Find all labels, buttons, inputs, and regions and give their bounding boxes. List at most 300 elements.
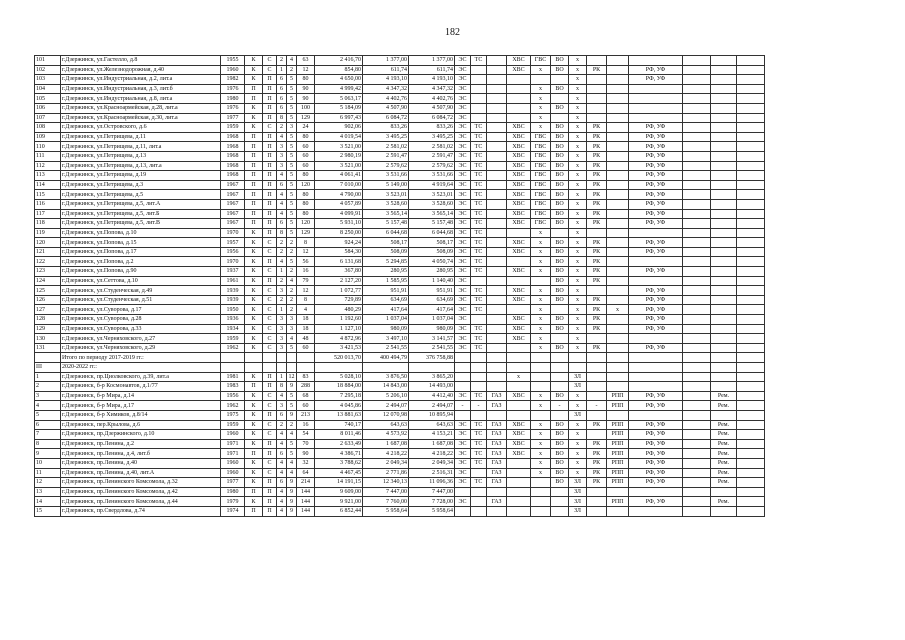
table-cell: 1960	[221, 468, 245, 478]
table-cell: ЭС	[455, 295, 471, 305]
table-cell: П	[263, 372, 277, 382]
table-cell: 2	[287, 305, 297, 315]
table-cell: РФ, УФ	[629, 180, 683, 190]
table-cell: х	[531, 449, 551, 459]
table-cell: 9 921,00	[315, 497, 363, 507]
table-cell	[531, 363, 551, 373]
table-cell	[507, 410, 531, 420]
table-cell: РФ, УФ	[629, 478, 683, 488]
table-cell: ГВС	[531, 161, 551, 171]
table-cell: III	[35, 363, 61, 373]
table-cell	[531, 410, 551, 420]
table-cell: 1	[277, 267, 287, 277]
table-cell: 9	[287, 487, 297, 497]
table-cell: 6	[35, 420, 61, 430]
table-cell: 3 528,60	[363, 199, 409, 209]
table-cell	[607, 334, 629, 344]
table-cell: 101	[35, 56, 61, 66]
table-cell: х	[569, 420, 587, 430]
table-cell: Рем.	[711, 391, 737, 401]
table-cell	[683, 171, 711, 181]
table-cell	[487, 382, 507, 392]
table-cell: г.Дзержинск, ул.Индустриальная, д.3, лит.б	[61, 84, 221, 94]
table-cell	[737, 132, 765, 142]
table-cell: г.Дзержинск, пр.Дзержинского, д.10	[61, 430, 221, 440]
table-cell: ЭС	[455, 161, 471, 171]
table-cell	[487, 267, 507, 277]
table-cell: ТС	[471, 180, 487, 190]
table-cell: РК	[587, 142, 607, 152]
table-cell: РПП	[607, 468, 629, 478]
table-cell: г.Дзержинск, ул.Гастелло, д.8	[61, 56, 221, 66]
table-cell: П	[245, 151, 263, 161]
table-cell	[263, 363, 277, 373]
table-cell	[683, 305, 711, 315]
table-cell: х	[569, 401, 587, 411]
table-cell: П	[263, 487, 277, 497]
table-cell: 5	[287, 142, 297, 152]
table-cell: 104	[35, 84, 61, 94]
table-cell	[711, 113, 737, 123]
table-cell: РФ, УФ	[629, 391, 683, 401]
table-cell: 126	[35, 295, 61, 305]
table-cell: 1959	[221, 420, 245, 430]
table-cell: г.Дзержинск, б-р Химиков, д.8/14	[61, 410, 221, 420]
table-cell	[471, 315, 487, 325]
table-body	[35, 56, 765, 517]
table-cell	[629, 372, 683, 382]
table-cell: х	[569, 190, 587, 200]
table-cell: 4 218,22	[363, 449, 409, 459]
table-cell: 16	[297, 420, 315, 430]
table-cell: П	[263, 151, 277, 161]
table-cell: РФ, УФ	[629, 132, 683, 142]
table-cell	[245, 353, 263, 363]
table-cell	[551, 94, 569, 104]
table-cell: 115	[35, 190, 61, 200]
table-cell	[607, 315, 629, 325]
table-cell: 2	[277, 276, 287, 286]
table-cell: С	[263, 238, 277, 248]
table-cell	[737, 123, 765, 133]
table-cell	[711, 123, 737, 133]
table-cell: 90	[297, 94, 315, 104]
table-cell: С	[263, 267, 277, 277]
table-cell: 4	[277, 487, 287, 497]
table-cell	[607, 132, 629, 142]
table-cell	[737, 305, 765, 315]
table-cell: г.Дзержинск, ул.Индустриальная, д.2, лит.а	[61, 75, 221, 85]
table-cell	[737, 238, 765, 248]
table-cell: РФ, УФ	[629, 324, 683, 334]
table-cell: ХВС	[507, 209, 531, 219]
table-cell: ВО	[551, 439, 569, 449]
table-cell: 1	[277, 65, 287, 75]
table-cell: х	[569, 56, 587, 66]
table-cell: 6	[277, 219, 287, 229]
table-cell: 7 010,00	[315, 180, 363, 190]
table-cell: 2	[287, 420, 297, 430]
table-cell: К	[245, 315, 263, 325]
table-cell: х	[607, 305, 629, 315]
table-cell: 1970	[221, 228, 245, 238]
table-cell: ТС	[471, 247, 487, 257]
table-cell: 5	[287, 151, 297, 161]
table-cell: 1968	[221, 171, 245, 181]
table-cell: х	[569, 94, 587, 104]
table-cell: ЗЛ	[569, 487, 587, 497]
table-cell: К	[245, 286, 263, 296]
table-cell: х	[531, 257, 551, 267]
table-cell: 60	[297, 343, 315, 353]
table-cell: х	[569, 315, 587, 325]
table-cell: ЭС	[455, 458, 471, 468]
table-cell	[683, 209, 711, 219]
table-cell	[455, 506, 471, 516]
table-cell: ГАЗ	[487, 458, 507, 468]
table-cell	[629, 228, 683, 238]
table-cell	[683, 161, 711, 171]
table-cell: 2 771,86	[363, 468, 409, 478]
table-cell: 8 250,00	[315, 228, 363, 238]
table-cell: г.Дзержинск, ул.Студенческая, д.49	[61, 286, 221, 296]
table-cell	[471, 94, 487, 104]
table-row	[35, 372, 765, 382]
table-cell: 4 218,22	[409, 449, 455, 459]
table-cell	[683, 267, 711, 277]
table-cell: 1962	[221, 401, 245, 411]
table-cell: ВО	[551, 267, 569, 277]
table-cell	[711, 334, 737, 344]
table-cell: ГВС	[531, 171, 551, 181]
table-cell: ГВС	[531, 132, 551, 142]
table-cell: ЭС	[455, 324, 471, 334]
table-cell: 2	[287, 295, 297, 305]
table-cell: К	[245, 468, 263, 478]
table-cell: РК	[587, 478, 607, 488]
table-cell: П	[245, 94, 263, 104]
table-cell: 3	[287, 324, 297, 334]
table-cell: 1977	[221, 113, 245, 123]
table-cell	[607, 151, 629, 161]
table-cell: г.Дзержинск, ул.Попова, д.10	[61, 228, 221, 238]
table-cell: РК	[587, 199, 607, 209]
table-cell: К	[245, 420, 263, 430]
table-cell: 376 758,88	[409, 353, 455, 363]
table-cell	[263, 353, 277, 363]
table-cell: П	[245, 449, 263, 459]
table-cell	[531, 382, 551, 392]
table-cell: 833,26	[409, 123, 455, 133]
table-cell	[471, 372, 487, 382]
table-cell: 2	[277, 420, 287, 430]
table-cell: П	[245, 209, 263, 219]
table-cell: 3	[287, 315, 297, 325]
table-cell: 3 565,14	[409, 209, 455, 219]
table-cell: Итого по периоду 2017-2019 гг.:	[61, 353, 221, 363]
table-cell: х	[569, 468, 587, 478]
table-cell: ВО	[551, 190, 569, 200]
table-row	[35, 506, 765, 516]
table-cell: 56	[297, 257, 315, 267]
table-row	[35, 132, 765, 142]
table-cell	[607, 180, 629, 190]
table-cell: 1967	[221, 199, 245, 209]
table-cell: ХВС	[507, 151, 531, 161]
table-cell: 2 980,19	[315, 151, 363, 161]
table-cell: ЭС	[455, 123, 471, 133]
table-cell: П	[263, 228, 277, 238]
table-cell: К	[245, 295, 263, 305]
table-cell: х	[531, 113, 551, 123]
table-cell	[683, 247, 711, 257]
table-cell: 111	[35, 151, 61, 161]
table-cell: РПП	[607, 420, 629, 430]
table-cell: х	[569, 257, 587, 267]
table-cell: ЭС	[455, 94, 471, 104]
table-cell	[471, 468, 487, 478]
table-cell: г.Дзержинск, ул.Индустриальная, д.8, лит.а	[61, 94, 221, 104]
table-cell: П	[263, 142, 277, 152]
table-cell: П	[263, 382, 277, 392]
table-cell: 1 140,40	[409, 276, 455, 286]
table-cell	[507, 84, 531, 94]
table-cell: г.Дзержинск, ул.Красноармейская, д.30, лит.а	[61, 113, 221, 123]
table-cell	[287, 353, 297, 363]
table-cell: ХВС	[507, 267, 531, 277]
table-cell: ХВС	[507, 449, 531, 459]
table-cell: К	[245, 276, 263, 286]
table-cell: 9	[287, 497, 297, 507]
table-cell: РФ, УФ	[629, 123, 683, 133]
table-cell: 120	[297, 180, 315, 190]
table-cell: П	[263, 219, 277, 229]
table-row	[35, 353, 765, 363]
table-cell: г.Дзержинск, ул.Попова, д.2	[61, 257, 221, 267]
table-cell	[683, 430, 711, 440]
table-cell: РФ, УФ	[629, 171, 683, 181]
table-cell: 124	[35, 276, 61, 286]
table-cell: П	[263, 161, 277, 171]
table-cell: ХВС	[507, 334, 531, 344]
table-cell: 854,80	[315, 65, 363, 75]
table-cell: 980,09	[363, 324, 409, 334]
table-cell: 4 347,32	[363, 84, 409, 94]
table-cell	[683, 315, 711, 325]
table-cell	[487, 151, 507, 161]
table-cell: 15	[35, 506, 61, 516]
table-cell: 5	[287, 171, 297, 181]
table-cell: 1 377,00	[409, 56, 455, 66]
table-cell: 2	[277, 56, 287, 66]
table-cell: 634,69	[363, 295, 409, 305]
table-cell	[507, 276, 531, 286]
table-cell	[711, 487, 737, 497]
table-cell	[587, 487, 607, 497]
table-cell: г.Дзержинск, б-р Мира, д.17	[61, 401, 221, 411]
table-cell: 9	[287, 410, 297, 420]
table-cell: 64	[297, 468, 315, 478]
table-cell: 1959	[221, 334, 245, 344]
table-cell	[683, 391, 711, 401]
table-cell: х	[531, 267, 551, 277]
table-cell: П	[263, 257, 277, 267]
table-cell: П	[245, 382, 263, 392]
table-cell	[531, 353, 551, 363]
table-cell: ВО	[551, 324, 569, 334]
table-cell: П	[245, 506, 263, 516]
table-cell: х	[569, 84, 587, 94]
table-cell: х	[569, 219, 587, 229]
table-cell	[683, 363, 711, 373]
table-cell: ВО	[551, 449, 569, 459]
table-cell	[507, 353, 531, 363]
table-cell	[315, 363, 363, 373]
table-cell: г.Дзержинск, ул.Петрищева, д.5	[61, 190, 221, 200]
table-cell: 280,95	[409, 267, 455, 277]
table-cell: РК	[587, 257, 607, 267]
table-cell	[551, 353, 569, 363]
table-cell: 5	[287, 401, 297, 411]
table-cell	[683, 238, 711, 248]
table-cell	[487, 190, 507, 200]
table-cell: ВО	[551, 295, 569, 305]
table-cell: 1983	[221, 382, 245, 392]
table-cell	[737, 487, 765, 497]
table-cell	[487, 295, 507, 305]
table-cell: 129	[297, 113, 315, 123]
table-cell: ЭС	[455, 267, 471, 277]
table-cell: ВО	[551, 238, 569, 248]
table-row	[35, 295, 765, 305]
table-cell: х	[569, 295, 587, 305]
table-cell: 3 531,66	[409, 171, 455, 181]
table-cell: 3 523,01	[409, 190, 455, 200]
table-cell: 3 865,20	[409, 372, 455, 382]
table-cell: РК	[587, 180, 607, 190]
table-row	[35, 238, 765, 248]
table-row	[35, 113, 765, 123]
table-cell: 3	[287, 123, 297, 133]
table-cell	[683, 439, 711, 449]
table-cell: ТС	[471, 449, 487, 459]
table-cell: ТС	[471, 209, 487, 219]
table-cell	[737, 295, 765, 305]
table-cell: 508,17	[409, 238, 455, 248]
table-cell: г.Дзержинск, ул.Петрищева, д.13	[61, 151, 221, 161]
table-cell: ТС	[471, 286, 487, 296]
table-cell: ГАЗ	[487, 449, 507, 459]
table-cell: П	[263, 132, 277, 142]
table-cell: х	[569, 142, 587, 152]
table-cell: ТС	[471, 190, 487, 200]
table-cell: 1960	[221, 458, 245, 468]
table-cell: С	[263, 401, 277, 411]
table-cell: ЭС	[455, 391, 471, 401]
table-cell	[683, 94, 711, 104]
table-cell: ГАЗ	[487, 439, 507, 449]
table-cell	[629, 353, 683, 363]
table-cell: 112	[35, 161, 61, 171]
table-cell: 4 057,89	[315, 199, 363, 209]
table-cell	[711, 180, 737, 190]
table-cell: 417,64	[363, 305, 409, 315]
table-cell: 1976	[221, 84, 245, 94]
table-cell	[737, 363, 765, 373]
table-cell: 4	[287, 468, 297, 478]
table-cell: х	[569, 103, 587, 113]
table-cell: ТС	[471, 420, 487, 430]
table-cell: П	[263, 171, 277, 181]
table-cell	[587, 334, 607, 344]
table-cell: П	[263, 449, 277, 459]
table-cell: 3 788,62	[315, 458, 363, 468]
table-row	[35, 401, 765, 411]
table-cell: С	[263, 430, 277, 440]
table-cell: г.Дзержинск, ул.Петрищева, д.5, лит.В	[61, 219, 221, 229]
table-cell: Рем.	[711, 449, 737, 459]
table-cell: П	[263, 180, 277, 190]
table-cell	[471, 506, 487, 516]
table-cell: РК	[587, 449, 607, 459]
table-cell: 1955	[221, 56, 245, 66]
table-row	[35, 420, 765, 430]
table-cell	[737, 219, 765, 229]
table-cell	[587, 363, 607, 373]
table-cell: 4 019,54	[315, 132, 363, 142]
table-cell	[711, 324, 737, 334]
table-cell: 1980	[221, 94, 245, 104]
table-cell: 740,17	[315, 420, 363, 430]
table-cell: ГВС	[531, 142, 551, 152]
table-cell: х	[531, 94, 551, 104]
table-cell	[587, 103, 607, 113]
table-row	[35, 94, 765, 104]
table-cell: РК	[587, 276, 607, 286]
table-cell	[607, 84, 629, 94]
table-cell: РФ, УФ	[629, 142, 683, 152]
table-cell	[683, 190, 711, 200]
table-cell: 4	[277, 132, 287, 142]
table-cell: ХВС	[507, 238, 531, 248]
table-cell: -	[587, 401, 607, 411]
table-cell: 3	[277, 401, 287, 411]
table-cell	[607, 56, 629, 66]
table-cell: ВО	[551, 151, 569, 161]
table-cell	[487, 228, 507, 238]
table-cell: 3 495,25	[363, 132, 409, 142]
table-cell: ЭС	[455, 113, 471, 123]
table-cell: 2 494,07	[363, 401, 409, 411]
table-row	[35, 257, 765, 267]
table-cell: К	[245, 430, 263, 440]
table-cell: РК	[587, 267, 607, 277]
table-cell: РК	[587, 238, 607, 248]
table-cell: 1950	[221, 305, 245, 315]
table-cell	[507, 228, 531, 238]
table-cell	[607, 219, 629, 229]
table-cell: РФ, УФ	[629, 151, 683, 161]
table-cell	[711, 161, 737, 171]
table-cell: 1961	[221, 276, 245, 286]
table-cell	[711, 84, 737, 94]
table-cell: х	[569, 171, 587, 181]
table-cell: ЭС	[455, 103, 471, 113]
table-cell: К	[245, 103, 263, 113]
table-cell	[711, 94, 737, 104]
table-cell: 1970	[221, 257, 245, 267]
table-cell	[737, 142, 765, 152]
